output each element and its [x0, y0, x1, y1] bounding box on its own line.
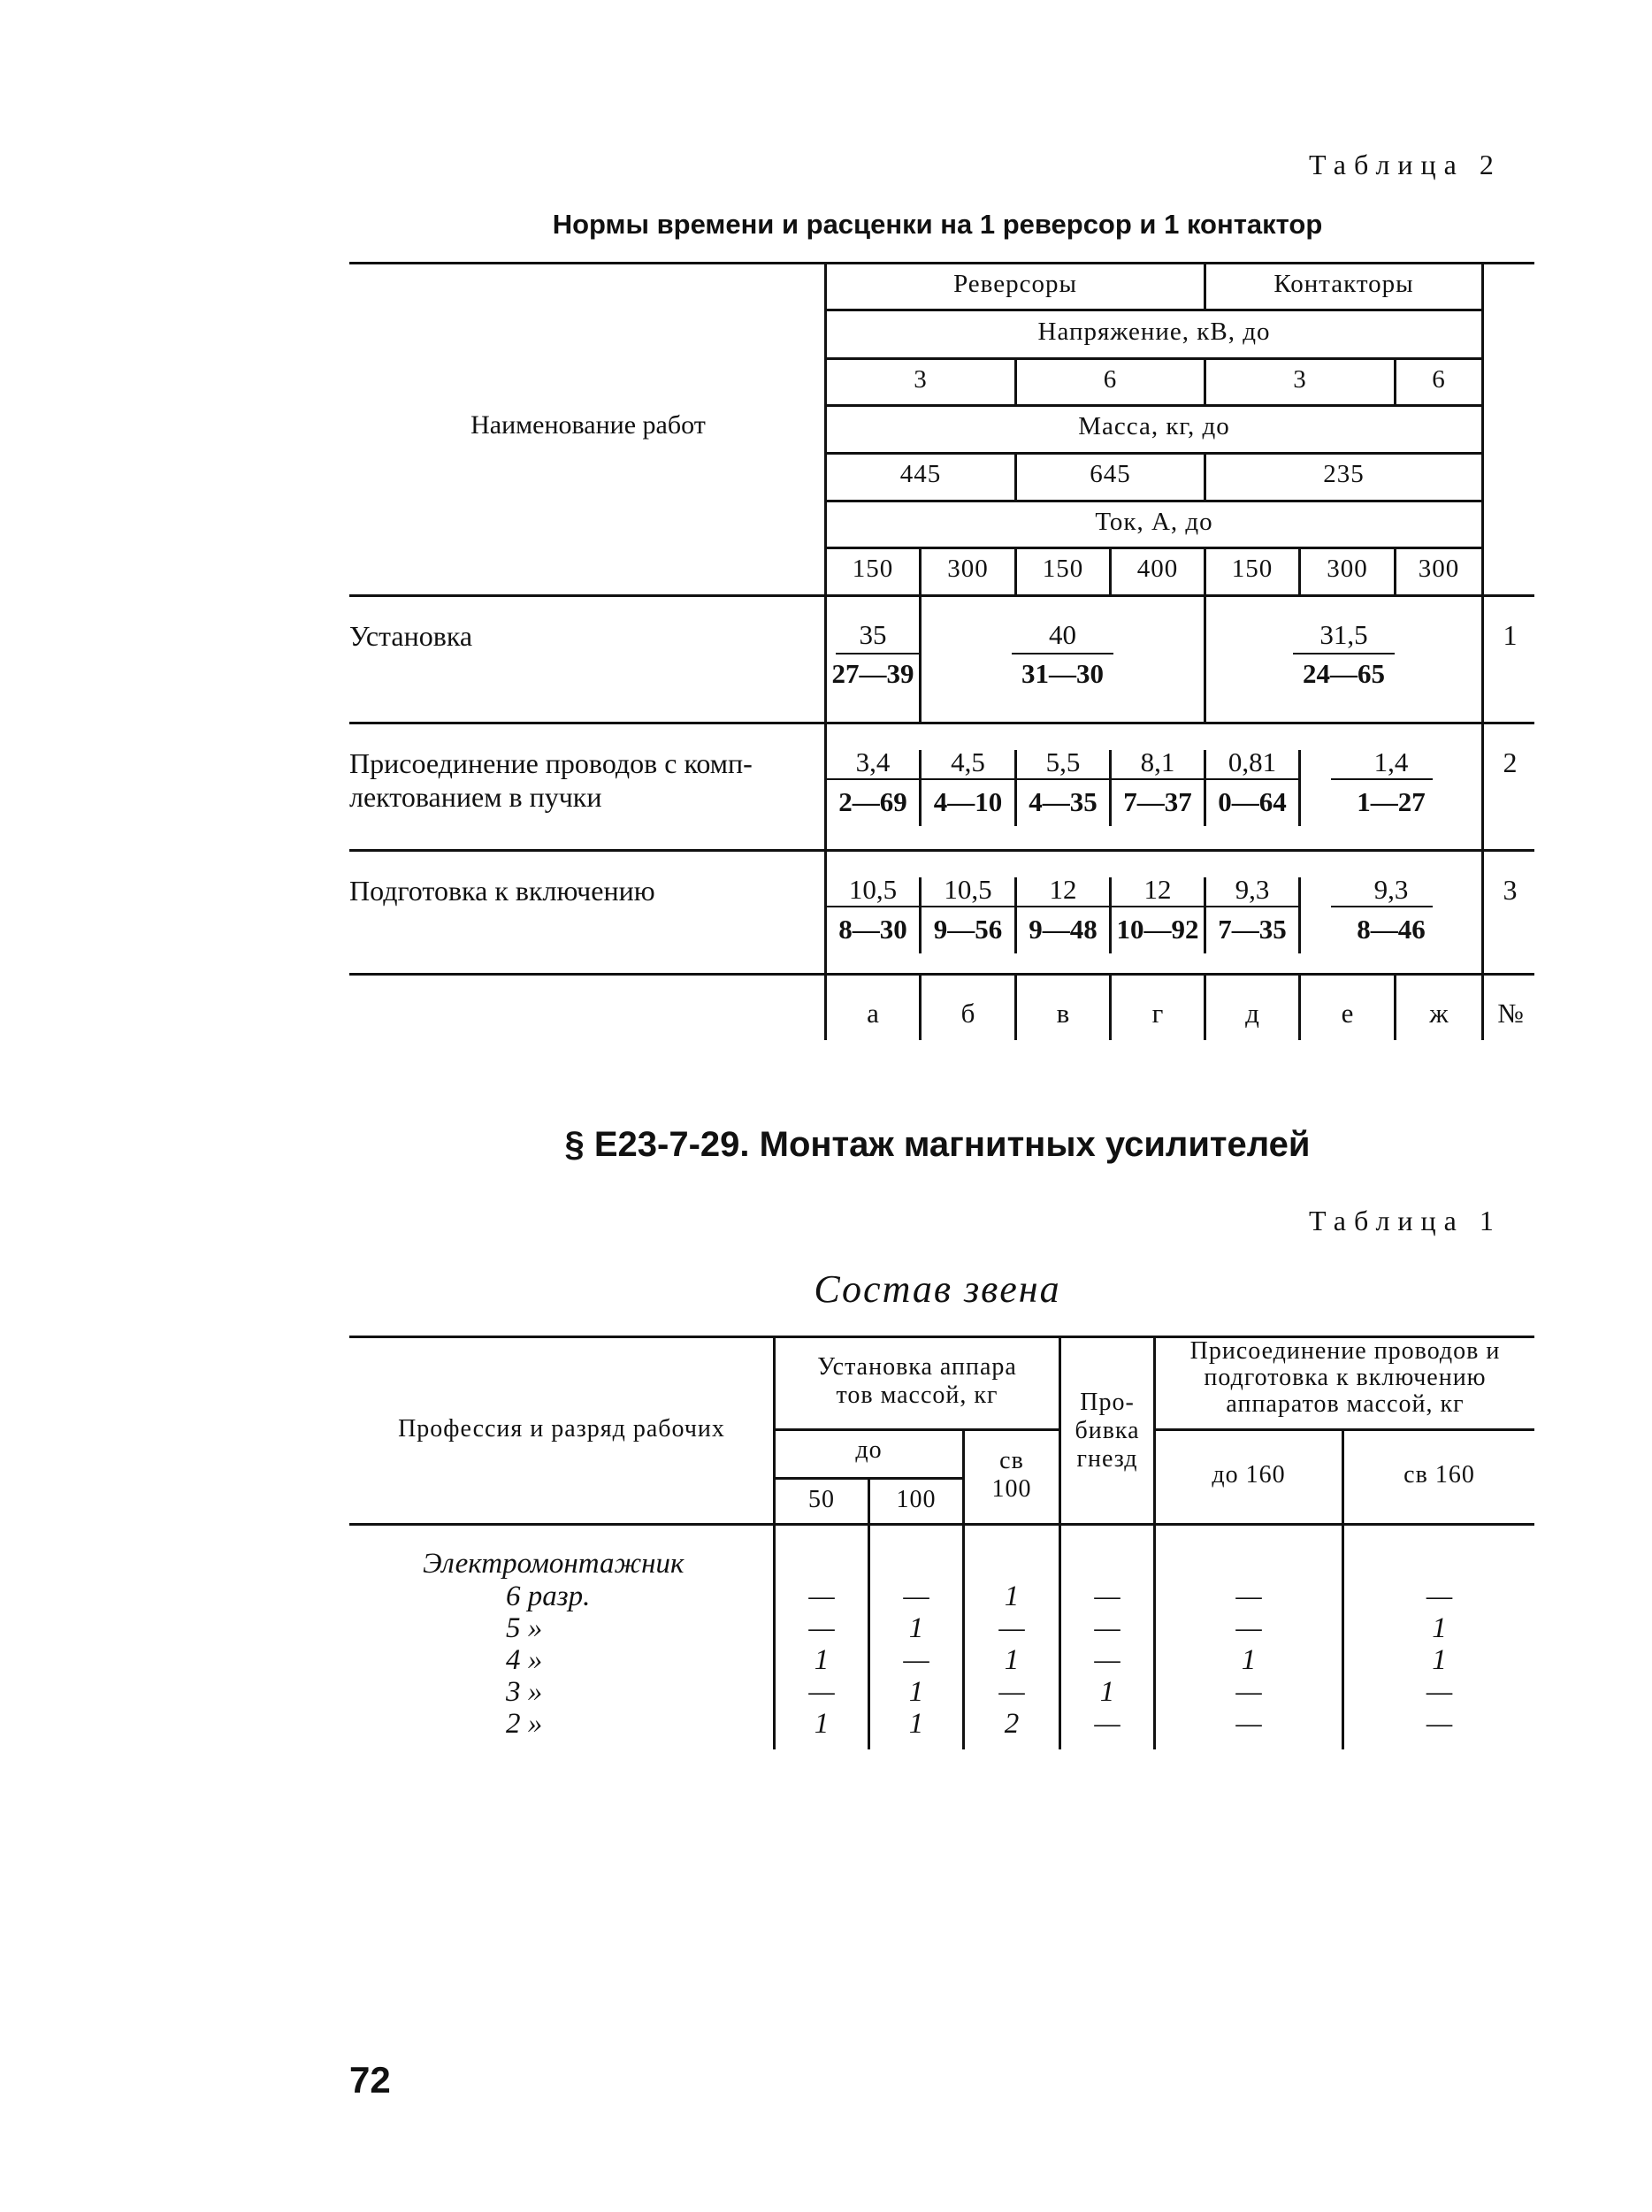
install-100-header: 100 — [896, 1486, 937, 1513]
crew-count: 1 — [1004, 1581, 1020, 1612]
crew-count: — — [998, 1676, 1025, 1708]
install-header-line2: тов массой, кг — [836, 1382, 998, 1409]
grade-label: 6 разр. — [506, 1581, 591, 1612]
punch-header-line3: гнезд — [1076, 1445, 1138, 1473]
norm-value: 35 — [859, 619, 887, 650]
work-name-header: Наименование работ — [470, 410, 706, 440]
column-letter: ж — [1429, 998, 1449, 1029]
current-value: 150 — [1231, 555, 1273, 583]
current-value: 150 — [852, 555, 894, 583]
crew-count: — — [1426, 1676, 1453, 1708]
rate-value: 8—30 — [838, 914, 907, 945]
voltage-value: 6 — [1432, 365, 1446, 394]
contactors-header: Контакторы — [1273, 270, 1414, 298]
current-value: 150 — [1042, 555, 1084, 583]
crew-count: — — [1426, 1708, 1453, 1740]
norm-value: 4,5 — [951, 746, 985, 777]
grade-label: 3 » — [506, 1676, 543, 1708]
punch-header-line1: Про- — [1080, 1389, 1135, 1416]
grade-label: 5 » — [506, 1612, 543, 1644]
connect-header-line3: аппаратов массой, кг — [1226, 1390, 1465, 1418]
rate-value: 4—35 — [1029, 786, 1098, 817]
voltage-value: 3 — [914, 365, 928, 394]
connect-do160-header: до 160 — [1212, 1461, 1286, 1489]
number-column-header: № — [1497, 998, 1524, 1029]
norm-value: 12 — [1049, 874, 1077, 905]
row-name-line1: Присоединение проводов с комп- — [349, 747, 753, 779]
mass-value: 645 — [1090, 460, 1131, 488]
table1-caption: Таблица 1 — [1309, 1205, 1502, 1236]
row-name-line2: лектованием в пучки — [349, 781, 602, 813]
crew-count: — — [1094, 1612, 1120, 1644]
crew-count: 1 — [908, 1708, 924, 1740]
connect-sv160-header: св 160 — [1403, 1461, 1475, 1489]
rate-value: 24—65 — [1303, 658, 1385, 689]
rate-value: 8—46 — [1357, 914, 1426, 945]
norm-value: 1,4 — [1373, 746, 1409, 777]
table1-title: Состав звена — [814, 1267, 1061, 1311]
mass-header: Масса, кг, до — [1078, 412, 1230, 440]
crew-count: — — [1094, 1581, 1120, 1612]
crew-count: 1 — [1432, 1612, 1447, 1644]
current-value: 300 — [1327, 555, 1368, 583]
table2-caption: Таблица 2 — [1309, 149, 1502, 180]
rate-value: 10—92 — [1116, 914, 1199, 945]
norm-value: 3,4 — [855, 746, 891, 777]
norm-value: 0,81 — [1228, 746, 1277, 777]
section-heading: § Е23-7-29. Монтаж магнитных усилителей — [564, 1125, 1311, 1164]
rate-value: 1—27 — [1357, 786, 1426, 817]
crew-count: — — [808, 1612, 835, 1644]
norm-value: 31,5 — [1319, 619, 1368, 650]
voltage-header: Напряжение, кВ, до — [1037, 318, 1271, 346]
crew-count: 1 — [1241, 1644, 1257, 1676]
crew-count: 1 — [814, 1708, 830, 1740]
install-50-header: 50 — [808, 1486, 835, 1513]
rate-value: 4—10 — [933, 786, 1003, 817]
norm-value: 10,5 — [848, 874, 898, 905]
column-letter: а — [867, 998, 879, 1029]
connect-header-line2: подготовка к включению — [1204, 1364, 1487, 1391]
crew-count: — — [1094, 1644, 1120, 1676]
row-number: 1 — [1503, 619, 1518, 651]
rate-value: 31—30 — [1021, 658, 1104, 689]
norm-value: 10,5 — [944, 874, 992, 905]
page-number: 72 — [349, 2059, 391, 2101]
install-sv-header: св — [999, 1447, 1024, 1474]
current-header: Ток, А, до — [1095, 508, 1213, 536]
crew-count: — — [1235, 1612, 1262, 1644]
column-letter: д — [1245, 998, 1259, 1029]
norm-value: 9,3 — [1235, 874, 1270, 905]
rate-value: 27—39 — [831, 658, 914, 689]
mass-value: 235 — [1323, 460, 1365, 488]
worker-profession: Электромонтажник — [423, 1548, 685, 1580]
crew-count: — — [808, 1581, 835, 1612]
profession-header: Профессия и разряд рабочих — [398, 1415, 725, 1443]
current-value: 300 — [1418, 555, 1460, 583]
voltage-value: 6 — [1103, 365, 1118, 394]
column-letter: б — [960, 998, 975, 1029]
norm-value: 40 — [1049, 619, 1076, 650]
rate-value: 0—64 — [1218, 786, 1287, 817]
install-do-header: до — [855, 1436, 883, 1464]
rate-value: 7—37 — [1123, 786, 1192, 817]
rate-value: 2—69 — [838, 786, 907, 817]
crew-count: — — [903, 1644, 929, 1676]
column-letter: е — [1341, 998, 1354, 1029]
install-sv-value: 100 — [991, 1475, 1032, 1503]
row-number: 3 — [1503, 874, 1518, 906]
install-header-line1: Установка аппара — [817, 1353, 1017, 1381]
crew-count: 1 — [908, 1612, 924, 1644]
voltage-value: 3 — [1293, 365, 1307, 394]
column-letter: г — [1151, 998, 1164, 1029]
grade-label: 4 » — [506, 1644, 543, 1676]
crew-count: — — [1235, 1581, 1262, 1612]
crew-count: — — [1094, 1708, 1120, 1740]
crew-count: — — [998, 1612, 1025, 1644]
crew-count: 1 — [1432, 1644, 1447, 1676]
norm-value: 9,3 — [1373, 874, 1409, 905]
crew-count: — — [808, 1676, 835, 1708]
row-number: 2 — [1503, 746, 1518, 778]
crew-count: — — [1235, 1708, 1262, 1740]
crew-count: — — [1426, 1581, 1453, 1612]
mass-value: 445 — [899, 460, 942, 488]
column-letter: в — [1056, 998, 1070, 1029]
reversors-header: Реверсоры — [953, 270, 1077, 298]
current-value: 400 — [1136, 555, 1179, 583]
row-name: Подготовка к включению — [349, 875, 655, 907]
crew-count: 2 — [1004, 1708, 1020, 1740]
crew-count: 1 — [1004, 1644, 1020, 1676]
connect-header-line1: Присоединение проводов и — [1189, 1337, 1501, 1365]
norm-value: 8,1 — [1140, 746, 1175, 777]
crew-count: — — [1235, 1676, 1262, 1708]
table2-title: Нормы времени и расценки на 1 реверсор и 1 контактор — [552, 209, 1323, 240]
grade-label: 2 » — [506, 1708, 543, 1740]
rate-value: 9—48 — [1029, 914, 1098, 945]
crew-count: 1 — [814, 1644, 830, 1676]
rate-value: 9—56 — [933, 914, 1003, 945]
row-name: Установка — [349, 620, 473, 652]
crew-count: 1 — [908, 1676, 924, 1708]
norm-value: 12 — [1143, 874, 1172, 905]
norm-value: 5,5 — [1045, 746, 1081, 777]
crew-count: 1 — [1099, 1676, 1115, 1708]
current-value: 300 — [947, 555, 989, 583]
punch-header-line2: бивка — [1075, 1417, 1140, 1444]
crew-count: — — [903, 1581, 929, 1612]
rate-value: 7—35 — [1218, 914, 1287, 945]
